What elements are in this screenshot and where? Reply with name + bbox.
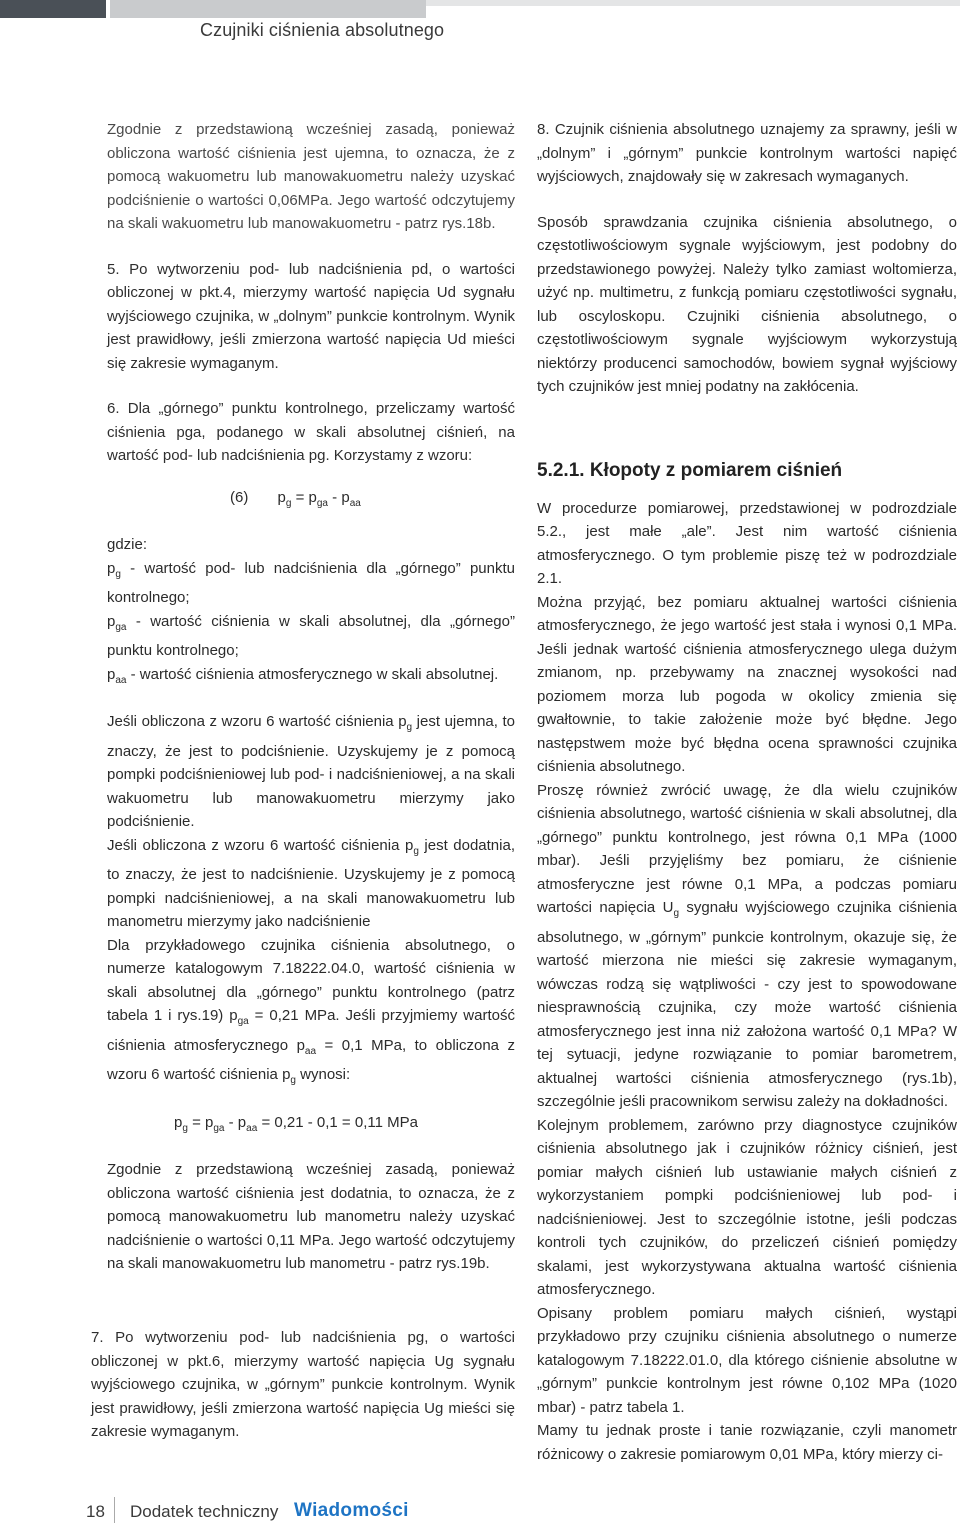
paragraph: Proszę również zwrócić uwagę, że dla wielu czujników ciśnienia absolutnego, wartość ciśnienia w skali absolutnej, dla „górnego” punktu kontrolnego, jest równa 0,1 MPa (1000 mbar). Jeśli przyjęliśmy bez pomiaru, że ciśnienie atmosferyczne jest równe 0,1 MPa, a podczas pomiaru wartości napięcia $U_g$ sygnału wyjściowego czujnika ciśnienia absolutnego, w „górnym” punkcie kontrolnym, okazuje się, że wartość mierzona nie mieści się zakresie wymaganym, wówczas rodzą się wątpliwości - czy jest to spowodowane niesprawnością czujnika, czy może wartość ciśnienia atmosferycznego jest inna niż założona wartość 0,1 MPa? W tej sytuacji, jedyne rozwiązanie to pomiar barometrem, aktualnej wartości ciśnienia atmosferycznego (rys.1b), szczególnie jeśli pracownikom serwisu zależy na dokładności.: [537, 781, 957, 1110]
footer-divider: [114, 1497, 115, 1523]
left-column: [107, 118, 515, 1276]
paragraph: Dla przykładowego czujnika ciśnienia absolutnego, o numerze katalogowym 7.18222.04.0, wartość ciśnienia w skali absolutnej dla „górnego” punktu kontrolnego (patrz tabela 1 i rys.19) $p_{ga} = 0,21$ MPa. Jeśli przyjmiemy wartość ciśnienia atmosferycznego $p_{aa} = 0,1$ MPa, to obliczona z wzoru 6 wartość ciśnienia $p_g$ wynosi:: [107, 936, 516, 1086]
header-bar-light: [110, 0, 426, 18]
definition-paa: $p_{aa}$ - wartość ciśnienia atmosferycznego w skali absolutnej.: [107, 665, 499, 686]
step-8: 8. Czujnik ciśnienia absolutnego uznajemy za sprawny, jeśli w „dolnym” i „górnym” punkcie kontrolnym wartości napięć wyjściowych, znajdowały się w zakresach wymaganych.: [537, 121, 957, 185]
section-title: Czujniki ciśnienia absolutnego: [200, 20, 445, 40]
footer-brand-logo: Wiadomości: [294, 1500, 409, 1521]
formula-6: (6) $p_g = p_{ga} - p_{aa}$: [230, 488, 361, 509]
definition-pg: $p_g$ - wartość pod- lub nadciśnienia dla „górnego” punktu kontrolnego;: [107, 559, 515, 606]
paragraph: Zgodnie z przedstawioną wcześniej zasadą, ponieważ obliczona wartość ciśnienia jest ujemna, to oznacza, że z pomocą wakuometru lub manowakuometru należy uzyskać podciśnienie o wartości 0,06MPa. Jego wartość odczytujemy na skali wakuometru lub manowakuometru - patrz rys.18b.: [107, 121, 515, 232]
header-bar-dark: [0, 0, 106, 18]
step-6: 6. Dla „górnego” punktu kontrolnego, przeliczamy wartość ciśnienia pga, podanego w skali absolutnej ciśnień, na wartość pod- lub nadciśnienia pg. Korzystamy z wzoru:: [107, 400, 515, 464]
paragraph: Kolejnym problemem, zarówno przy diagnostyce czujników ciśnienia absolutnego jak i czujników różnicy ciśnień, jest pomiar małych ciśnień lub ustawianie małych ciśnień z wykorzystaniem pompki podciśnieniowej lub pod- i nadciśnieniowej. Jest to szczególnie istotne, jeśli podczas kontroli tych czujników, do przeliczeń ciśnień pomiędzy skalami, jest wykorzystywana aktualna wartość ciśnienia atmosferycznego.: [537, 1116, 957, 1298]
paragraph: Jeśli obliczona z wzoru 6 wartość ciśnienia $p_g$ jest ujemna, to znaczy, że jest to podciśnienie. Uzyskujemy je z pomocą pompki podciśnieniowej lub pod- i nadciśnieniowej, a na skali wakuometru lub manowakuometru mierzymy jako podciśnienie.: [107, 713, 515, 830]
footer-title: Dodatek techniczny: [130, 1502, 279, 1521]
formula-result: $p_g = p_{ga} - p_{aa} = 0,21 - 0,1 = 0,11$ MPa: [174, 1113, 418, 1134]
where-label: gdzie:: [107, 536, 148, 553]
paragraph: Opisany problem pomiaru małych ciśnień, wystąpi przykładowo przy czujniku ciśnienia absolutnego o numerze katalogowym 7.18222.01.0, dla którego ciśnienie absolutne w „górnym” punkcie kontrolnym jest równe 0,102 MPa (1020 mbar) - patrz tabela 1.: [537, 1304, 957, 1416]
paragraph: Mamy tu jednak proste i tanie rozwiązanie, czyli manometr różnicowy o zakresie pomiarowym 0,01 MPa, który mierzy ci-: [537, 1422, 957, 1463]
right-column: [537, 118, 957, 1466]
paragraph: Można przyjąć, bez pomiaru aktualnej wartości ciśnienia atmosferycznego, że jego wartość jest stała i wynosi 0,1 MPa. Jeśli jednak wartość ciśnienia atmosferycznego ulega dużym zmianom, np. przebywamy na znacznej wysokości nad poziomem morza lub pogoda w okolicy zmienia się gwałtownie, to takie założenie może być błędne. Jego następstwem może być błędna ocena sprawności czujnika ciśnienia absolutnego.: [537, 593, 957, 775]
paragraph: Jeśli obliczona z wzoru 6 wartość ciśnienia $p_g$ jest dodatnia, to znaczy, że jest to nadciśnienie. Uzyskujemy je z pomocą pompki nadciśnieniowej, a na skali manowakuometru lub manometru mierzymy jako nadciśnienie: [107, 836, 515, 930]
paragraph: Sposób sprawdzania czujnika ciśnienia absolutnego, o częstotliwościowym sygnale wyjściowym, jest podobny do przedstawionego powyżej. Należy tylko zamiast woltomierza, użyć np. multimetru, z funkcją pomiaru częstotliwości sygnału, lub oscyloskopu. Czujniki ciśnienia absolutnego, o częstotliwościowym sygnale wyjściowym wykorzystują niektórzy producenci samochodów, bowiem sygnał wyjściowy tych czujników jest mniej podatny na zakłócenia.: [537, 213, 957, 395]
paragraph: Zgodnie z przedstawioną wcześniej zasadą, ponieważ obliczona wartość ciśnienia jest dodatnia, to oznacza, że z pomocą manowakuometru lub manometru należy uzyskać nadciśnienie o wartości 0,11 MPa. Jego wartość odczytujemy na skali manowakuometru lub manometru - patrz rys.19b.: [107, 1161, 515, 1272]
step-5: 5. Po wytworzeniu pod- lub nadciśnienia pd, o wartości obliczonej w pkt.4, mierzymy wartość napięcia Ud sygnału wyjściowego czujnika, w „dolnym” punkcie kontrolnym. Wynik jest prawidłowy, jeśli zmierzona wartość napięcia Ud mieści się zakresie wymaganym.: [107, 260, 515, 372]
definition-pga: $p_{ga}$ - wartość ciśnienia w skali absolutnej, dla „górnego” punktu kontrolnego;: [107, 612, 515, 659]
page-number: 18: [86, 1502, 105, 1521]
paragraph: W procedurze pomiarowej, przedstawionej w podrozdziale 5.2., jest małe „ale”. Jest nim wartość ciśnienia atmosferycznego. O tym problemie piszę też w podrozdziale 2.1.: [537, 499, 957, 587]
section-heading: 5.2.1. Kłopoty z pomiarem ciśnień: [537, 459, 843, 481]
step-7: 7. Po wytworzeniu pod- lub nadciśnienia pg, o wartości obliczonej w pkt.6, mierzymy wartość napięcia Ug sygnału wyjściowego czujnika, w „górnym” punkcie kontrolnym. Wynik jest prawidłowy, jeśli zmierzona wartość napięcia Ug mieści się zakresie wymaganym.: [91, 1329, 515, 1440]
header-bar-line: [426, 0, 960, 6]
